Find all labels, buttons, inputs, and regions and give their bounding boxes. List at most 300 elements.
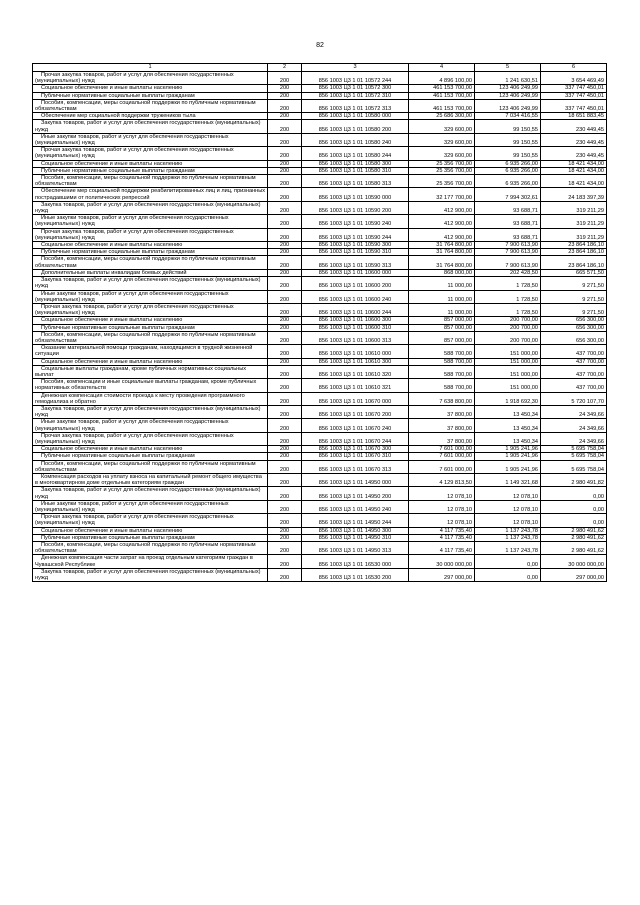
row-executed-cell: 151 000,00 xyxy=(475,358,541,365)
row-code-cell: 200 xyxy=(268,160,302,167)
row-executed-cell: 1 137 243,78 xyxy=(475,527,541,534)
row-executed-cell: 12 078,10 xyxy=(475,487,541,500)
row-approved-cell: 37 800,00 xyxy=(409,432,475,445)
row-name-cell: Публичные нормативные социальные выплаты гражданам xyxy=(33,249,268,256)
row-remaining-cell: 665 571,50 xyxy=(541,269,607,276)
table-row xyxy=(33,175,607,188)
row-remaining-cell: 2 980 491,62 xyxy=(541,534,607,541)
table-row xyxy=(33,120,607,133)
row-code-cell: 200 xyxy=(268,256,302,269)
row-code-cell: 200 xyxy=(268,147,302,160)
row-approved-cell: 868 000,00 xyxy=(409,269,475,276)
row-code-cell: 200 xyxy=(268,358,302,365)
row-approved-cell: 857 000,00 xyxy=(409,331,475,344)
row-name-cell: Закупка товаров, работ и услуг для обеспечения государственных (муниципальных) нужд xyxy=(33,120,268,133)
row-executed-cell: 123 406 249,99 xyxy=(475,99,541,112)
row-classification-cell: 856 1003 Ц3 1 01 10670 310 xyxy=(302,453,409,460)
row-name-cell: Иные закупки товаров, работ и услуг для обеспечения государственных (муниципальных) нужд xyxy=(33,215,268,228)
row-classification-cell: 856 1003 Ц3 1 01 10580 200 xyxy=(302,120,409,133)
row-code-cell: 200 xyxy=(268,324,302,331)
row-executed-cell: 1 137 243,78 xyxy=(475,534,541,541)
row-name-cell: Пособия, компенсации, меры социальной поддержки по публичным нормативным обязательствам xyxy=(33,542,268,555)
row-name-cell: Закупка товаров, работ и услуг для обеспечения государственных (муниципальных) нужд xyxy=(33,405,268,418)
row-remaining-cell: 656 300,00 xyxy=(541,317,607,324)
row-executed-cell: 1 149 321,68 xyxy=(475,473,541,486)
row-approved-cell: 329 600,00 xyxy=(409,133,475,146)
row-executed-cell: 1 241 630,51 xyxy=(475,72,541,85)
table-row xyxy=(33,487,607,500)
row-approved-cell: 12 078,10 xyxy=(409,487,475,500)
row-classification-cell: 856 1003 Ц3 1 01 10580 244 xyxy=(302,147,409,160)
row-executed-cell: 1 728,50 xyxy=(475,277,541,290)
row-code-cell: 200 xyxy=(268,555,302,568)
table-row xyxy=(33,534,607,541)
table-row xyxy=(33,500,607,513)
row-remaining-cell: 437 700,00 xyxy=(541,358,607,365)
row-executed-cell: 6 935 266,00 xyxy=(475,167,541,174)
row-name-cell: Социальное обеспечение и иные выплаты населению xyxy=(33,317,268,324)
row-remaining-cell: 9 271,50 xyxy=(541,290,607,303)
row-name-cell: Компенсация расходов на уплату взноса на капитальный ремонт общего имущества в многоквартирном доме отдельным категориям граждан xyxy=(33,473,268,486)
table-row xyxy=(33,277,607,290)
row-approved-cell: 4 117 735,40 xyxy=(409,527,475,534)
row-executed-cell: 13 450,34 xyxy=(475,432,541,445)
row-executed-cell: 7 994 302,61 xyxy=(475,188,541,201)
table-row xyxy=(33,269,607,276)
row-approved-cell: 329 600,00 xyxy=(409,147,475,160)
row-approved-cell: 7 601 000,00 xyxy=(409,446,475,453)
column-header: 2 xyxy=(268,64,302,72)
row-classification-cell: 856 1003 Ц3 1 01 10610 321 xyxy=(302,379,409,392)
row-name-cell: Социальное обеспечение и иные выплаты населению xyxy=(33,242,268,249)
row-classification-cell: 856 1003 Ц3 1 01 10590 300 xyxy=(302,242,409,249)
row-remaining-cell: 23 864 186,10 xyxy=(541,256,607,269)
row-remaining-cell: 23 864 186,10 xyxy=(541,242,607,249)
row-classification-cell: 856 1003 Ц3 1 01 10572 313 xyxy=(302,99,409,112)
row-approved-cell: 12 078,10 xyxy=(409,500,475,513)
row-code-cell: 200 xyxy=(268,514,302,527)
row-code-cell: 200 xyxy=(268,303,302,316)
row-approved-cell: 11 000,00 xyxy=(409,277,475,290)
row-classification-cell: 856 1003 Ц3 1 01 10580 240 xyxy=(302,133,409,146)
row-executed-cell: 12 078,10 xyxy=(475,500,541,513)
row-code-cell: 200 xyxy=(268,487,302,500)
row-executed-cell: 123 406 249,99 xyxy=(475,85,541,92)
table-row xyxy=(33,256,607,269)
row-code-cell: 200 xyxy=(268,527,302,534)
row-name-cell: Прочая закупка товаров, работ и услуг для обеспечения государственных (муниципальных) нужд xyxy=(33,72,268,85)
row-approved-cell: 461 153 700,00 xyxy=(409,92,475,99)
row-executed-cell: 200 700,00 xyxy=(475,317,541,324)
row-remaining-cell: 437 700,00 xyxy=(541,365,607,378)
row-code-cell: 200 xyxy=(268,290,302,303)
row-approved-cell: 329 600,00 xyxy=(409,120,475,133)
row-executed-cell: 13 450,34 xyxy=(475,419,541,432)
row-executed-cell: 93 688,71 xyxy=(475,201,541,214)
row-name-cell: Прочая закупка товаров, работ и услуг для обеспечения государственных (муниципальных) нужд xyxy=(33,432,268,445)
row-remaining-cell: 24 349,66 xyxy=(541,405,607,418)
row-remaining-cell: 9 271,50 xyxy=(541,277,607,290)
row-executed-cell: 6 935 266,00 xyxy=(475,175,541,188)
table-row xyxy=(33,514,607,527)
row-code-cell: 200 xyxy=(268,534,302,541)
row-name-cell: Пособия, компенсации, меры социальной поддержки по публичным нормативным обязательствам xyxy=(33,99,268,112)
row-code-cell: 200 xyxy=(268,133,302,146)
table-row xyxy=(33,167,607,174)
row-executed-cell: 93 688,71 xyxy=(475,215,541,228)
row-approved-cell: 7 601 000,00 xyxy=(409,460,475,473)
row-classification-cell: 856 1003 Ц3 1 01 10580 310 xyxy=(302,167,409,174)
row-name-cell: Социальное обеспечение и иные выплаты населению xyxy=(33,446,268,453)
row-remaining-cell: 319 211,29 xyxy=(541,228,607,241)
table-row xyxy=(33,358,607,365)
row-executed-cell: 151 000,00 xyxy=(475,345,541,358)
row-classification-cell: 856 1003 Ц3 1 01 10600 000 xyxy=(302,269,409,276)
row-approved-cell: 7 601 000,00 xyxy=(409,453,475,460)
table-row xyxy=(33,147,607,160)
row-code-cell: 200 xyxy=(268,365,302,378)
row-classification-cell: 856 1003 Ц3 1 01 10600 300 xyxy=(302,317,409,324)
row-remaining-cell: 5 695 758,04 xyxy=(541,460,607,473)
row-remaining-cell: 337 747 450,01 xyxy=(541,99,607,112)
row-approved-cell: 857 000,00 xyxy=(409,324,475,331)
row-code-cell: 200 xyxy=(268,120,302,133)
table-row xyxy=(33,446,607,453)
row-name-cell: Иные закупки товаров, работ и услуг для обеспечения государственных (муниципальных) нужд xyxy=(33,419,268,432)
row-code-cell: 200 xyxy=(268,215,302,228)
row-classification-cell: 856 1003 Ц3 1 01 14950 244 xyxy=(302,514,409,527)
row-code-cell: 200 xyxy=(268,85,302,92)
row-approved-cell: 4 896 100,00 xyxy=(409,72,475,85)
row-remaining-cell: 2 980 491,62 xyxy=(541,527,607,534)
row-name-cell: Публичные нормативные социальные выплаты гражданам xyxy=(33,534,268,541)
row-approved-cell: 588 700,00 xyxy=(409,379,475,392)
table-row xyxy=(33,324,607,331)
row-classification-cell: 856 1003 Ц3 1 01 14950 240 xyxy=(302,500,409,513)
row-classification-cell: 856 1003 Ц3 1 01 10590 000 xyxy=(302,188,409,201)
column-header: 3 xyxy=(302,64,409,72)
row-classification-cell: 856 1003 Ц3 1 01 10670 300 xyxy=(302,446,409,453)
row-code-cell: 200 xyxy=(268,113,302,120)
row-name-cell: Оказание материальной помощи гражданам, находящимся в трудной жизненной ситуации xyxy=(33,345,268,358)
row-classification-cell: 856 1003 Ц3 1 01 16530 000 xyxy=(302,555,409,568)
row-classification-cell: 856 1003 Ц3 1 01 14950 310 xyxy=(302,534,409,541)
row-remaining-cell: 18 421 434,00 xyxy=(541,160,607,167)
page-number: 82 xyxy=(316,42,324,49)
row-code-cell: 200 xyxy=(268,72,302,85)
row-remaining-cell: 0,00 xyxy=(541,500,607,513)
row-code-cell: 200 xyxy=(268,453,302,460)
table-header-row xyxy=(33,64,607,72)
table-row xyxy=(33,365,607,378)
row-name-cell: Закупка товаров, работ и услуг для обеспечения государственных (муниципальных) нужд xyxy=(33,568,268,581)
row-approved-cell: 7 638 800,00 xyxy=(409,392,475,405)
table-row xyxy=(33,92,607,99)
row-approved-cell: 25 356 700,00 xyxy=(409,167,475,174)
row-remaining-cell: 437 700,00 xyxy=(541,379,607,392)
row-approved-cell: 588 700,00 xyxy=(409,345,475,358)
row-approved-cell: 412 900,00 xyxy=(409,215,475,228)
row-code-cell: 200 xyxy=(268,392,302,405)
row-approved-cell: 25 686 300,00 xyxy=(409,113,475,120)
table-row xyxy=(33,72,607,85)
row-code-cell: 200 xyxy=(268,568,302,581)
row-approved-cell: 857 000,00 xyxy=(409,317,475,324)
row-name-cell: Социальные выплаты гражданам, кроме публичных нормативных социальных выплат xyxy=(33,365,268,378)
row-remaining-cell: 0,00 xyxy=(541,487,607,500)
row-classification-cell: 856 1003 Ц3 1 01 10580 313 xyxy=(302,175,409,188)
table-row xyxy=(33,160,607,167)
row-classification-cell: 856 1003 Ц3 1 01 14950 300 xyxy=(302,527,409,534)
row-code-cell: 200 xyxy=(268,242,302,249)
row-name-cell: Прочая закупка товаров, работ и услуг для обеспечения государственных (муниципальных) нужд xyxy=(33,303,268,316)
row-classification-cell: 856 1003 Ц3 1 01 10600 310 xyxy=(302,324,409,331)
row-name-cell: Социальное обеспечение и иные выплаты населению xyxy=(33,527,268,534)
row-code-cell: 200 xyxy=(268,175,302,188)
row-remaining-cell: 18 421 434,00 xyxy=(541,167,607,174)
row-name-cell: Денежная компенсация части затрат на проезд отдельным категориям граждан в Чувашской Республике xyxy=(33,555,268,568)
table-row xyxy=(33,419,607,432)
row-name-cell: Закупка товаров, работ и услуг для обеспечения государственных (муниципальных) нужд xyxy=(33,487,268,500)
row-classification-cell: 856 1003 Ц3 1 01 10590 200 xyxy=(302,201,409,214)
row-classification-cell: 856 1003 Ц3 1 01 10670 200 xyxy=(302,405,409,418)
row-name-cell: Пособия, компенсации, меры социальной поддержки по публичным нормативным обязательствам xyxy=(33,460,268,473)
row-code-cell: 200 xyxy=(268,405,302,418)
row-name-cell: Прочая закупка товаров, работ и услуг для обеспечения государственных (муниципальных) нужд xyxy=(33,147,268,160)
row-executed-cell: 7 034 416,55 xyxy=(475,113,541,120)
table-row xyxy=(33,460,607,473)
row-remaining-cell: 24 349,66 xyxy=(541,419,607,432)
row-name-cell: Пособия, компенсации, меры социальной поддержки по публичным нормативным обязательствам xyxy=(33,331,268,344)
row-classification-cell: 856 1003 Ц3 1 01 16530 200 xyxy=(302,568,409,581)
row-remaining-cell: 230 449,45 xyxy=(541,147,607,160)
row-remaining-cell: 23 864 186,10 xyxy=(541,249,607,256)
row-name-cell: Социальное обеспечение и иные выплаты населению xyxy=(33,358,268,365)
row-name-cell: Социальное обеспечение и иные выплаты населению xyxy=(33,85,268,92)
row-name-cell: Прочая закупка товаров, работ и услуг для обеспечения государственных (муниципальных) нужд xyxy=(33,228,268,241)
table-row xyxy=(33,99,607,112)
row-approved-cell: 4 117 735,40 xyxy=(409,542,475,555)
row-executed-cell: 7 900 613,90 xyxy=(475,242,541,249)
row-executed-cell: 200 700,00 xyxy=(475,331,541,344)
table-row xyxy=(33,85,607,92)
row-name-cell: Пособия, компенсации, меры социальной поддержки по публичным нормативным обязательствам xyxy=(33,175,268,188)
row-approved-cell: 32 177 700,00 xyxy=(409,188,475,201)
row-code-cell: 200 xyxy=(268,188,302,201)
row-executed-cell: 0,00 xyxy=(475,568,541,581)
row-code-cell: 200 xyxy=(268,317,302,324)
row-remaining-cell: 18 421 434,00 xyxy=(541,175,607,188)
row-code-cell: 200 xyxy=(268,331,302,344)
row-approved-cell: 30 000 000,00 xyxy=(409,555,475,568)
row-code-cell: 200 xyxy=(268,460,302,473)
row-remaining-cell: 18 651 883,45 xyxy=(541,113,607,120)
row-executed-cell: 93 688,71 xyxy=(475,228,541,241)
row-name-cell: Обеспечение мер социальной поддержки тружеников тыла xyxy=(33,113,268,120)
row-name-cell: Пособия, компенсации и иные социальные выплаты гражданам, кроме публичных нормативных обязательств xyxy=(33,379,268,392)
row-executed-cell: 13 450,34 xyxy=(475,405,541,418)
row-executed-cell: 6 935 266,00 xyxy=(475,160,541,167)
row-remaining-cell: 5 720 107,70 xyxy=(541,392,607,405)
row-approved-cell: 588 700,00 xyxy=(409,365,475,378)
row-name-cell: Публичные нормативные социальные выплаты гражданам xyxy=(33,167,268,174)
row-code-cell: 200 xyxy=(268,277,302,290)
table-row xyxy=(33,453,607,460)
row-executed-cell: 1 728,50 xyxy=(475,290,541,303)
row-approved-cell: 12 078,10 xyxy=(409,514,475,527)
table-row xyxy=(33,113,607,120)
row-classification-cell: 856 1003 Ц3 1 01 10600 240 xyxy=(302,290,409,303)
row-name-cell: Иные закупки товаров, работ и услуг для обеспечения государственных (муниципальных) нужд xyxy=(33,133,268,146)
table-row xyxy=(33,331,607,344)
row-remaining-cell: 319 211,29 xyxy=(541,215,607,228)
table-row xyxy=(33,392,607,405)
row-code-cell: 200 xyxy=(268,269,302,276)
row-approved-cell: 412 900,00 xyxy=(409,201,475,214)
row-approved-cell: 412 900,00 xyxy=(409,228,475,241)
row-classification-cell: 856 1003 Ц3 1 01 10670 240 xyxy=(302,419,409,432)
row-approved-cell: 31 764 800,00 xyxy=(409,242,475,249)
row-approved-cell: 11 000,00 xyxy=(409,303,475,316)
table-row xyxy=(33,379,607,392)
row-remaining-cell: 437 700,00 xyxy=(541,345,607,358)
row-remaining-cell: 24 183 397,39 xyxy=(541,188,607,201)
row-code-cell: 200 xyxy=(268,228,302,241)
table-row xyxy=(33,215,607,228)
row-classification-cell: 856 1003 Ц3 1 01 14950 200 xyxy=(302,487,409,500)
row-code-cell: 200 xyxy=(268,345,302,358)
row-remaining-cell: 9 271,50 xyxy=(541,303,607,316)
row-code-cell: 200 xyxy=(268,500,302,513)
table-row xyxy=(33,242,607,249)
row-name-cell: Иные закупки товаров, работ и услуг для обеспечения государственных (муниципальных) нужд xyxy=(33,500,268,513)
row-remaining-cell: 30 000 000,00 xyxy=(541,555,607,568)
table-row xyxy=(33,228,607,241)
row-classification-cell: 856 1003 Ц3 1 01 10600 244 xyxy=(302,303,409,316)
row-executed-cell: 7 900 613,90 xyxy=(475,249,541,256)
table-row xyxy=(33,317,607,324)
table-row xyxy=(33,249,607,256)
row-approved-cell: 25 356 700,00 xyxy=(409,160,475,167)
row-classification-cell: 856 1003 Ц3 1 01 14950 000 xyxy=(302,473,409,486)
row-remaining-cell: 656 300,00 xyxy=(541,331,607,344)
row-code-cell: 200 xyxy=(268,167,302,174)
row-approved-cell: 31 764 800,00 xyxy=(409,249,475,256)
row-approved-cell: 37 800,00 xyxy=(409,405,475,418)
row-code-cell: 200 xyxy=(268,542,302,555)
row-remaining-cell: 2 980 491,62 xyxy=(541,542,607,555)
row-code-cell: 200 xyxy=(268,446,302,453)
row-approved-cell: 4 117 735,40 xyxy=(409,534,475,541)
table-row xyxy=(33,473,607,486)
column-header: 4 xyxy=(409,64,475,72)
row-code-cell: 200 xyxy=(268,432,302,445)
row-remaining-cell: 337 747 450,01 xyxy=(541,85,607,92)
row-code-cell: 200 xyxy=(268,379,302,392)
row-executed-cell: 1 905 241,96 xyxy=(475,446,541,453)
row-classification-cell: 856 1003 Ц3 1 01 10580 300 xyxy=(302,160,409,167)
row-approved-cell: 31 764 800,00 xyxy=(409,256,475,269)
row-approved-cell: 11 000,00 xyxy=(409,290,475,303)
row-classification-cell: 856 1003 Ц3 1 01 10572 244 xyxy=(302,72,409,85)
row-executed-cell: 1 905 241,96 xyxy=(475,460,541,473)
table-row xyxy=(33,290,607,303)
table-row xyxy=(33,555,607,568)
row-name-cell: Публичные нормативные социальные выплаты гражданам xyxy=(33,92,268,99)
row-approved-cell: 37 800,00 xyxy=(409,419,475,432)
row-remaining-cell: 230 449,45 xyxy=(541,120,607,133)
row-name-cell: Закупка товаров, работ и услуг для обеспечения государственных (муниципальных) нужд xyxy=(33,201,268,214)
row-executed-cell: 99 150,55 xyxy=(475,133,541,146)
table-row xyxy=(33,542,607,555)
row-remaining-cell: 319 211,29 xyxy=(541,201,607,214)
row-remaining-cell: 230 449,45 xyxy=(541,133,607,146)
row-name-cell: Обеспечение мер социальной поддержки реабилитированных лиц и лиц, признанных пострадавшими от политических репрессий xyxy=(33,188,268,201)
row-name-cell: Иные закупки товаров, работ и услуг для обеспечения государственных (муниципальных) нужд xyxy=(33,290,268,303)
row-classification-cell: 856 1003 Ц3 1 01 10590 240 xyxy=(302,215,409,228)
row-executed-cell: 123 406 249,99 xyxy=(475,92,541,99)
row-name-cell: Пособия, компенсации, меры социальной поддержки по публичным нормативным обязательствам xyxy=(33,256,268,269)
table-row xyxy=(33,345,607,358)
table-row xyxy=(33,133,607,146)
row-remaining-cell: 297 000,00 xyxy=(541,568,607,581)
row-name-cell: Публичные нормативные социальные выплаты гражданам xyxy=(33,453,268,460)
row-executed-cell: 202 428,50 xyxy=(475,269,541,276)
row-approved-cell: 4 129 813,50 xyxy=(409,473,475,486)
row-classification-cell: 856 1003 Ц3 1 01 10670 244 xyxy=(302,432,409,445)
row-executed-cell: 1 905 241,96 xyxy=(475,453,541,460)
row-code-cell: 200 xyxy=(268,201,302,214)
row-classification-cell: 856 1003 Ц3 1 01 10610 320 xyxy=(302,365,409,378)
row-name-cell: Денежная компенсация стоимости проезда к месту проведения программного гемодиализа и обратно xyxy=(33,392,268,405)
table-row xyxy=(33,568,607,581)
row-classification-cell: 856 1003 Ц3 1 01 10610 000 xyxy=(302,345,409,358)
table-row xyxy=(33,188,607,201)
row-remaining-cell: 0,00 xyxy=(541,514,607,527)
row-remaining-cell: 24 349,66 xyxy=(541,432,607,445)
table-row xyxy=(33,201,607,214)
table-row xyxy=(33,527,607,534)
row-executed-cell: 151 000,00 xyxy=(475,365,541,378)
row-code-cell: 200 xyxy=(268,92,302,99)
row-classification-cell: 856 1003 Ц3 1 01 10610 300 xyxy=(302,358,409,365)
row-classification-cell: 856 1003 Ц3 1 01 10590 244 xyxy=(302,228,409,241)
row-executed-cell: 200 700,00 xyxy=(475,324,541,331)
row-classification-cell: 856 1003 Ц3 1 01 10670 000 xyxy=(302,392,409,405)
row-executed-cell: 99 150,55 xyxy=(475,120,541,133)
row-executed-cell: 99 150,55 xyxy=(475,147,541,160)
row-classification-cell: 856 1003 Ц3 1 01 10600 313 xyxy=(302,331,409,344)
row-classification-cell: 856 1003 Ц3 1 01 10572 310 xyxy=(302,92,409,99)
row-remaining-cell: 5 695 758,04 xyxy=(541,446,607,453)
row-approved-cell: 588 700,00 xyxy=(409,358,475,365)
table-row xyxy=(33,405,607,418)
row-executed-cell: 1 918 692,30 xyxy=(475,392,541,405)
row-classification-cell: 856 1003 Ц3 1 01 10600 200 xyxy=(302,277,409,290)
row-name-cell: Публичные нормативные социальные выплаты гражданам xyxy=(33,324,268,331)
row-approved-cell: 25 356 700,00 xyxy=(409,175,475,188)
column-header: 1 xyxy=(33,64,268,72)
row-classification-cell: 856 1003 Ц3 1 01 10670 313 xyxy=(302,460,409,473)
row-executed-cell: 151 000,00 xyxy=(475,379,541,392)
row-code-cell: 200 xyxy=(268,249,302,256)
row-classification-cell: 856 1003 Ц3 1 01 10590 313 xyxy=(302,256,409,269)
row-executed-cell: 1 728,50 xyxy=(475,303,541,316)
row-classification-cell: 856 1003 Ц3 1 01 10572 300 xyxy=(302,85,409,92)
row-executed-cell: 7 900 613,90 xyxy=(475,256,541,269)
column-header: 5 xyxy=(475,64,541,72)
row-remaining-cell: 3 654 469,49 xyxy=(541,72,607,85)
